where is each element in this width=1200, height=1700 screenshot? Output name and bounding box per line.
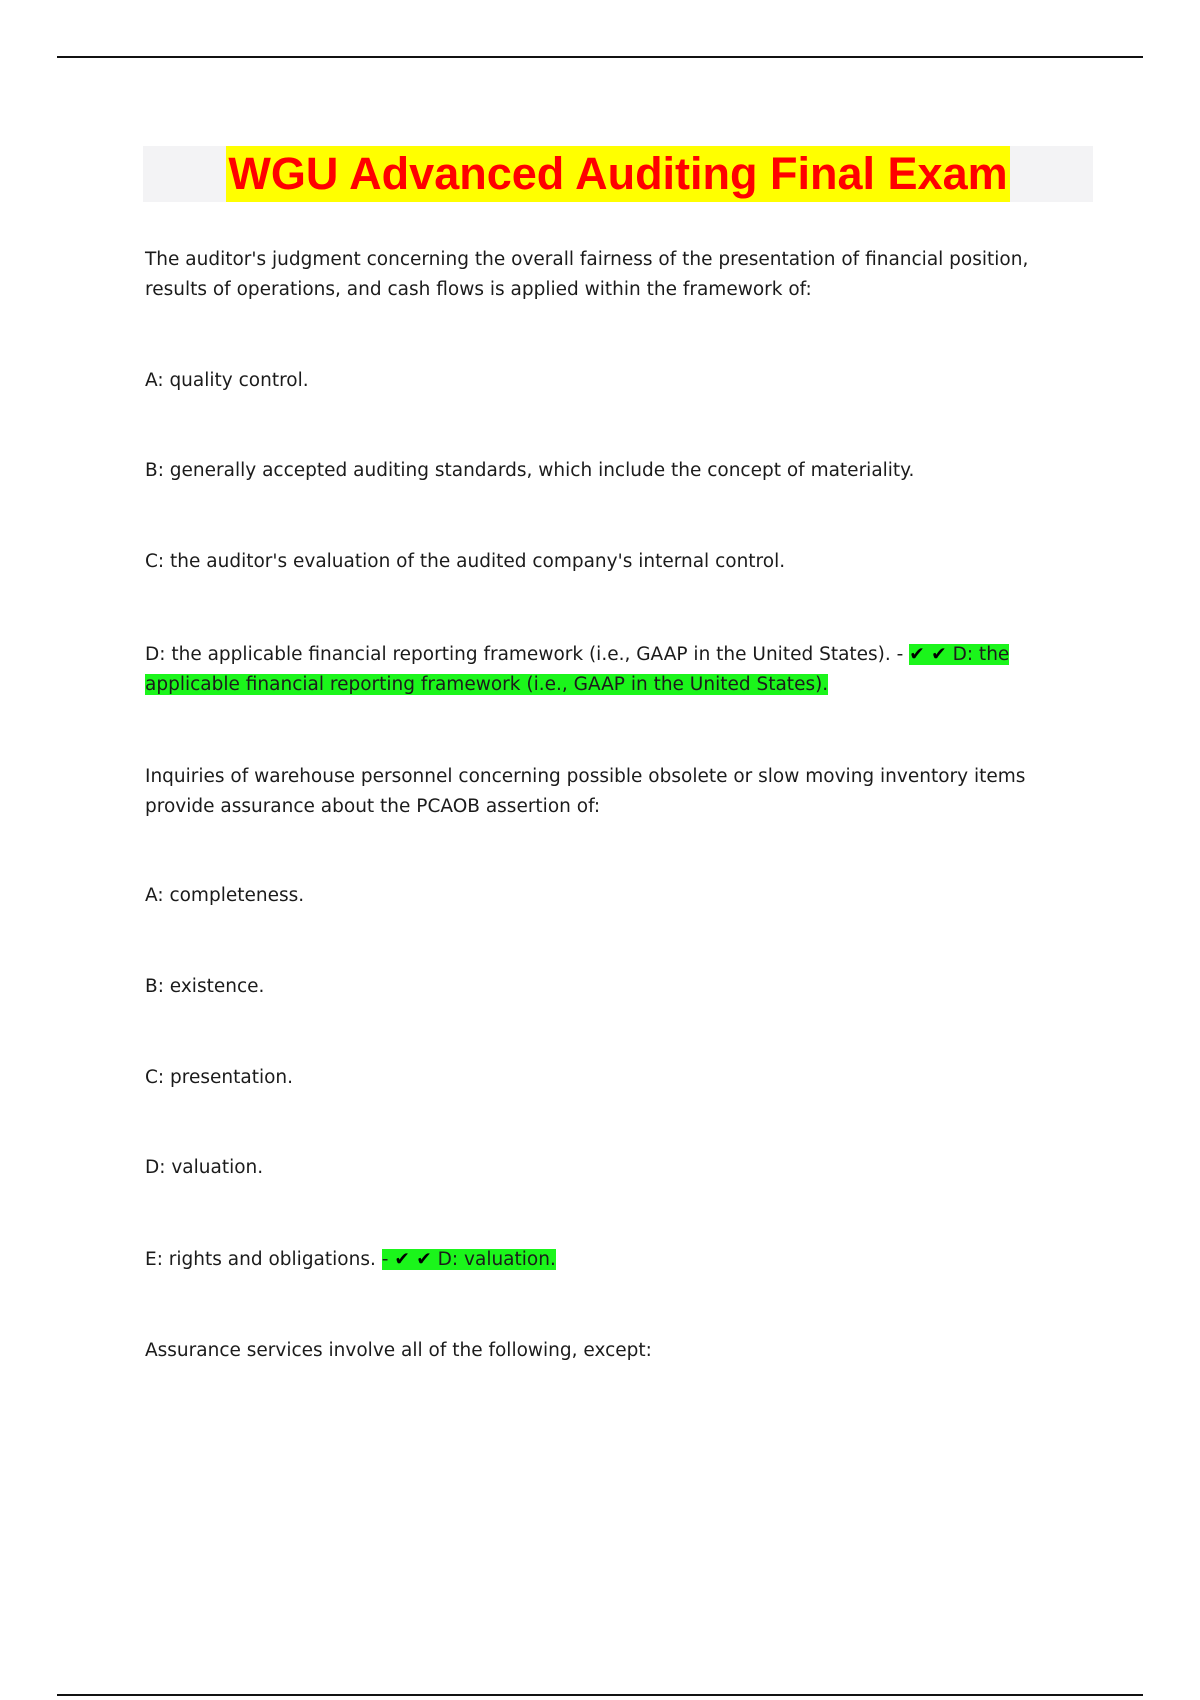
- question-1-option-d: D: the applicable financial reporting framework (i.e., GAAP in the United States). -: [145, 644, 904, 665]
- question-2-prompt: Inquiries of warehouse personnel concerning possible obsolete or slow moving inventory items provide assurance about the PCAOB assertion of:: [145, 766, 1026, 817]
- question-2-option-d: D: valuation.: [145, 1157, 264, 1178]
- header-rule: [57, 56, 1143, 58]
- check-mark-icon: ✔ ✔: [909, 644, 947, 665]
- check-mark-icon: ✔ ✔: [394, 1249, 432, 1270]
- footer-rule: [57, 1694, 1143, 1696]
- question-1-answer: D: the applicable financial reporting framework (i.e., GAAP in the United States).: [145, 644, 1010, 695]
- question-1-prompt: The auditor's judgment concerning the overall fairness of the presentation of financial position, results of operations, and cash flows is applied within the framework of:: [145, 249, 1029, 300]
- question-1-option-c: C: the auditor's evaluation of the audited company's internal control.: [145, 551, 786, 572]
- question-2-option-a: A: completeness.: [145, 885, 305, 906]
- title-band: [143, 146, 1093, 202]
- question-2-answer-prefix: -: [381, 1249, 389, 1270]
- question-2-option-b: B: existence.: [145, 976, 265, 997]
- question-2-option-e: E: rights and obligations.: [145, 1249, 376, 1270]
- question-1-option-b: B: generally accepted auditing standards, which include the concept of materiality.: [145, 460, 915, 481]
- question-1-option-a: A: quality control.: [145, 370, 309, 391]
- question-2-answer-highlight: [382, 1249, 556, 1270]
- document-title: WGU Advanced Auditing Final Exam: [226, 146, 1009, 202]
- question-3-prompt: Assurance services involve all of the following, except:: [145, 1340, 652, 1361]
- question-2-answer: D: valuation.: [437, 1249, 556, 1270]
- question-1-option-d-with-answer: [145, 640, 1095, 700]
- question-2-option-e-with-answer: [145, 1245, 1095, 1275]
- question-2-option-c: C: presentation.: [145, 1067, 294, 1088]
